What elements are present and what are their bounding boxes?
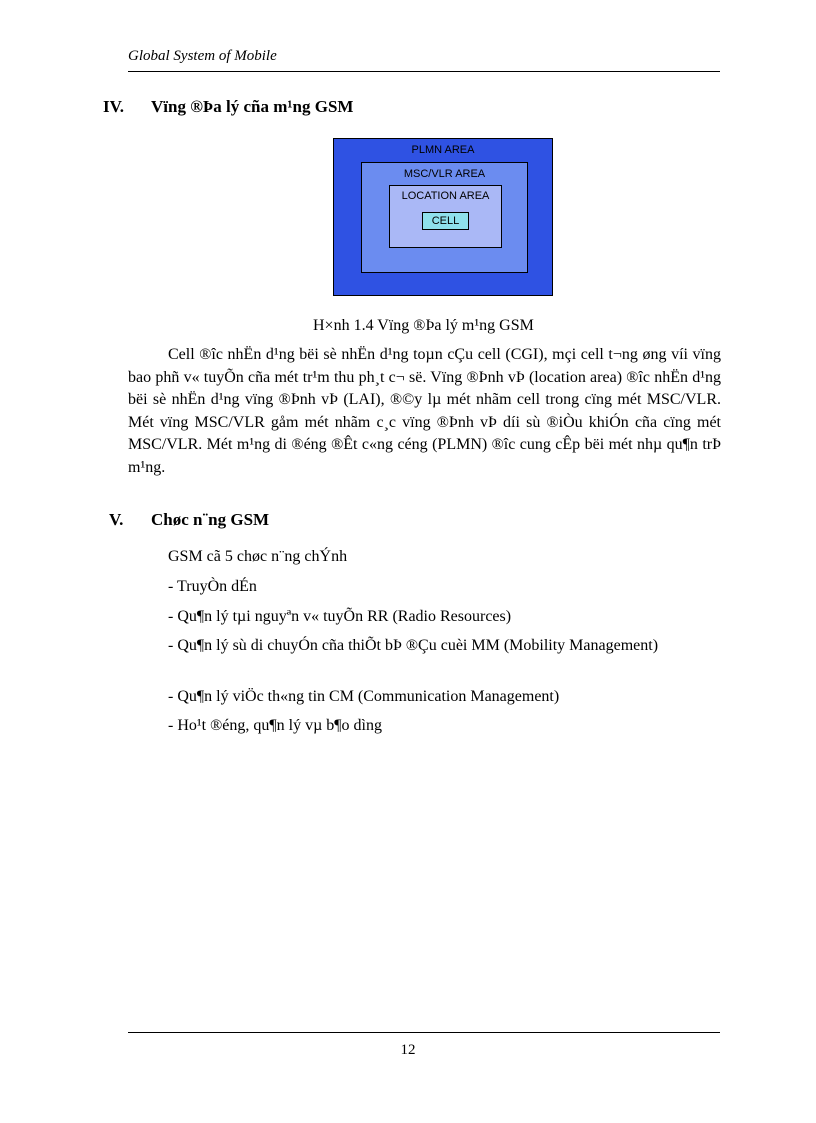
location-area-label: LOCATION AREA [401, 190, 490, 202]
figure-caption: H×nh 1.4 Vïng ®Þa lý m¹ng GSM [313, 317, 534, 334]
cell-description-paragraph: Cell ®îc nhËn d¹ng bëi sè nhËn d¹ng toµn cÇu cell (CGI), mçi cell t¬ng øng víi vïng bao phñ v« tuyÕn cña mét tr¹m thu ph¸t c¬ së. Vïng ®Þnh vÞ (location area) ®îc nhËn d¹ng bëi sè nhËn d¹ng vïng ®Þnh vÞ (LAI), ®©y lµ mét nhãm cell trong cïng mét MSC/VLR. Mét vïng MSC/VLR gåm mét nhãm c¸c vïng ®Þnh vÞ díi sù ®iÒu khiÓn cña cïng mét MSC/VLR. Mét m¹ng di ®éng ®Êt c«ng céng (PLMN) ®îc cung cÊp bëi mét nhµ qu¶n trÞ m¹ng. [128, 346, 721, 476]
function-list-item: - Qu¶n lý viÖc th«ng tin CM (Communication Management) [168, 688, 560, 705]
gsm-area-diagram [333, 138, 553, 296]
plmn-area-label: PLMN AREA [411, 144, 475, 156]
running-header: Global System of Mobile [128, 48, 277, 64]
section-5-title: Chøc n¨ng GSM [151, 510, 270, 529]
location-area-box [389, 185, 502, 248]
section-4-number: IV. [103, 97, 124, 116]
page-number: 12 [400, 1042, 416, 1058]
section-5-number: V. [109, 510, 124, 529]
function-list-item: - Qu¶n lý sù di chuyÓn cña thiÕt bÞ ®Çu cuèi MM (Mobility Management) [168, 637, 659, 654]
header-rule [128, 71, 720, 72]
msc-vlr-area-label: MSC/VLR AREA [403, 168, 486, 180]
cell-box [422, 212, 469, 230]
cell-label: CELL [431, 215, 460, 227]
plmn-area-box [333, 138, 553, 296]
msc-vlr-area-box [361, 162, 528, 273]
footer-rule [128, 1032, 720, 1033]
function-list-item: - TruyÒn dÉn [168, 578, 257, 595]
functions-intro: GSM cã 5 chøc n¨ng chÝnh [168, 548, 348, 565]
section-4-title: Vïng ®Þa lý cña m¹ng GSM [151, 97, 354, 116]
function-list-item: - Qu¶n lý tµi nguyªn v« tuyÕn RR (Radio Resources) [168, 608, 512, 625]
function-list-item: - Ho¹t ®éng, qu¶n lý vµ b¶o dìng [168, 717, 382, 734]
